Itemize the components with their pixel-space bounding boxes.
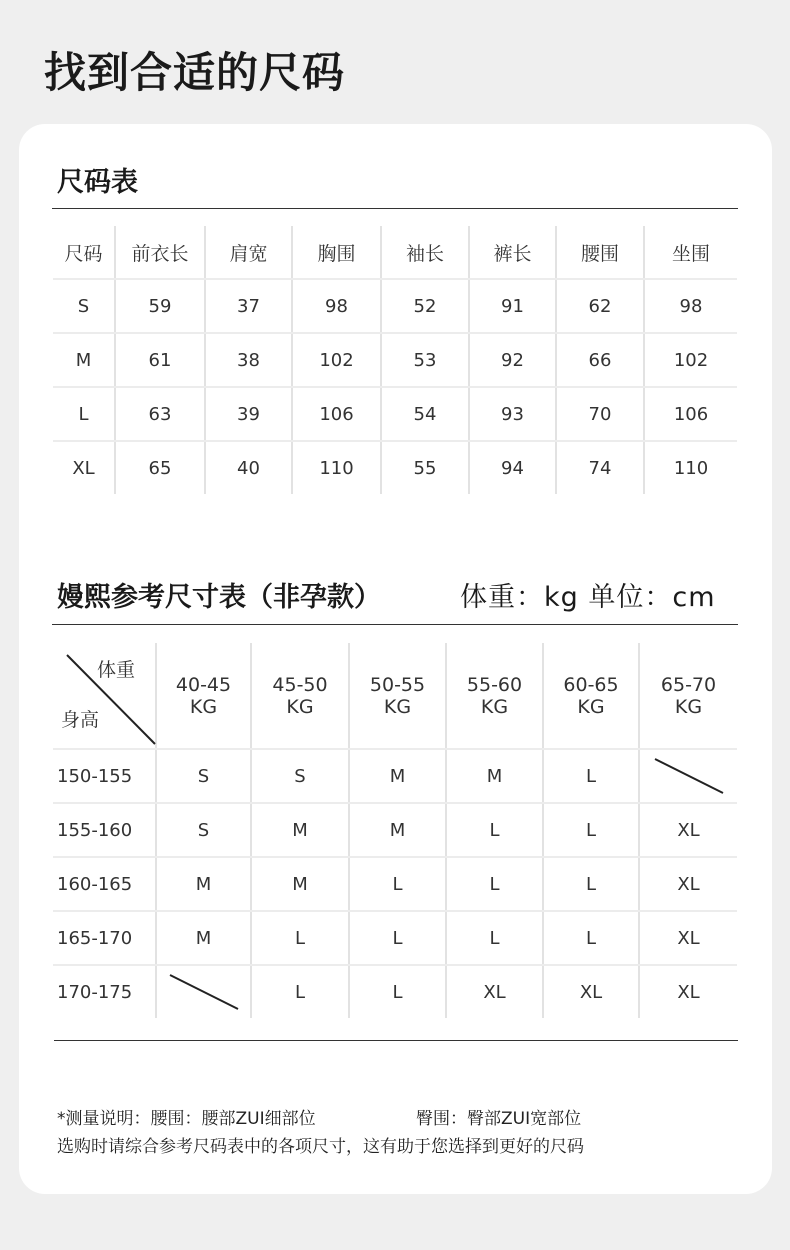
measure-note-advice: 选购时请综合参考尺码表中的各项尺寸，这有助于您选择到更好的尺码 <box>57 1137 584 1157</box>
header-cell: 尺码 <box>53 226 115 279</box>
table-cell: M <box>446 749 543 803</box>
table-cell: XL <box>543 965 639 1018</box>
table-cell: 55 <box>381 441 469 494</box>
table-row <box>53 441 737 494</box>
table-cell: 92 <box>469 333 556 387</box>
table-cell: XL <box>639 911 737 965</box>
table-cell: 53 <box>381 333 469 387</box>
table-header-row <box>53 226 737 279</box>
reference-chart-title: 嫚熙参考尺寸表（非孕款） <box>57 582 381 613</box>
weight-header-cell <box>251 643 349 749</box>
weight-header-cell <box>349 643 446 749</box>
diagonal-slash-icon <box>653 756 725 796</box>
table-cell: 52 <box>381 279 469 333</box>
table-cell: L <box>446 803 543 857</box>
table-cell: XL <box>639 803 737 857</box>
table-cell: L <box>543 857 639 911</box>
table-cell: M <box>251 803 349 857</box>
table-cell: 106 <box>292 387 381 441</box>
table-row <box>53 387 737 441</box>
header-cell: 坐围 <box>644 226 737 279</box>
table-row <box>53 279 737 333</box>
divider <box>54 1040 738 1041</box>
size-chart-table <box>53 226 737 494</box>
diagonal-slash-icon <box>168 972 240 1012</box>
header-cell: 腰围 <box>556 226 644 279</box>
table-cell: XL <box>446 965 543 1018</box>
table-cell: 91 <box>469 279 556 333</box>
weight-unit: KG <box>286 695 314 718</box>
header-cell: 袖长 <box>381 226 469 279</box>
table-cell: M <box>349 749 446 803</box>
table-cell: L <box>446 857 543 911</box>
table-cell: 74 <box>556 441 644 494</box>
table-cell: L <box>349 911 446 965</box>
table-cell: L <box>251 911 349 965</box>
table-cell: 93 <box>469 387 556 441</box>
table-cell: L <box>543 911 639 965</box>
table-cell: M <box>349 803 446 857</box>
table-cell: 94 <box>469 441 556 494</box>
height-cell: 165-170 <box>53 911 156 965</box>
table-cell: L <box>543 803 639 857</box>
table-cell: XL <box>53 441 115 494</box>
header-cell: 肩宽 <box>205 226 292 279</box>
table-row <box>53 911 737 965</box>
table-row <box>53 803 737 857</box>
table-cell: M <box>156 911 251 965</box>
table-row <box>53 857 737 911</box>
table-row <box>53 749 737 803</box>
table-cell: 62 <box>556 279 644 333</box>
table-cell: S <box>251 749 349 803</box>
weight-range: 50-55 <box>369 673 426 696</box>
height-cell: 170-175 <box>53 965 156 1018</box>
measure-note-hip: 臀围：臀部ZUI宽部位 <box>416 1109 582 1129</box>
table-cell: L <box>446 911 543 965</box>
weight-range: 60-65 <box>563 673 619 696</box>
table-cell: S <box>156 803 251 857</box>
corner-height-label: 身高 <box>61 709 100 731</box>
weight-range: 65-70 <box>660 673 717 696</box>
weight-unit: KG <box>674 695 703 718</box>
table-cell: 98 <box>292 279 381 333</box>
table-cell: 40 <box>205 441 292 494</box>
table-cell: XL <box>677 981 700 1003</box>
weight-unit: KG <box>189 695 218 718</box>
not-applicable-cell <box>156 965 251 1018</box>
table-cell: 110 <box>292 441 381 494</box>
table-cell: 38 <box>205 333 292 387</box>
reference-chart-units: 体重：kg 单位：cm <box>460 582 716 613</box>
table-cell: 98 <box>644 279 737 333</box>
weight-unit: KG <box>480 695 509 718</box>
table-cell: 66 <box>556 333 644 387</box>
header-cell: 胸围 <box>292 226 381 279</box>
height-cell: 150-155 <box>53 749 156 803</box>
table-cell: S <box>156 749 251 803</box>
table-cell: 110 <box>673 457 709 479</box>
table-cell: 61 <box>115 333 205 387</box>
height-cell: 155-160 <box>53 803 156 857</box>
table-cell: 102 <box>292 333 381 387</box>
weight-range: 55-60 <box>466 673 523 696</box>
table-cell: XL <box>639 857 737 911</box>
table-cell: 63 <box>115 387 205 441</box>
table-cell: 102 <box>644 333 737 387</box>
corner-header-cell <box>53 643 156 749</box>
table-cell: 39 <box>205 387 292 441</box>
table-cell: 70 <box>556 387 644 441</box>
table-cell: S <box>53 279 115 333</box>
size-chart-title: 尺码表 <box>57 167 138 198</box>
table-cell: L <box>349 857 446 911</box>
weight-header-cell <box>446 643 543 749</box>
corner-weight-label: 体重 <box>97 659 136 681</box>
page-title: 找到合适的尺码 <box>44 48 346 97</box>
table-cell: 37 <box>205 279 292 333</box>
weight-unit: KG <box>383 695 412 718</box>
table-cell: L <box>251 965 349 1018</box>
table-cell: L <box>543 749 639 803</box>
table-cell: M <box>156 857 251 911</box>
not-applicable-cell <box>639 749 737 803</box>
weight-header-cell <box>543 643 639 749</box>
table-cell: 65 <box>115 441 205 494</box>
table-cell: 106 <box>644 387 737 441</box>
height-cell: 160-165 <box>53 857 156 911</box>
weight-unit: KG <box>577 695 605 718</box>
weight-header-cell <box>639 643 737 749</box>
table-cell: L <box>53 387 115 441</box>
weight-range: 45-50 <box>272 673 328 696</box>
divider <box>52 208 738 209</box>
table-header-row <box>53 643 737 749</box>
table-cell: M <box>53 333 115 387</box>
table-cell: L <box>349 965 446 1018</box>
reference-chart-table <box>53 643 737 1018</box>
measure-note-waist: *测量说明：腰围：腰部ZUI细部位 <box>57 1109 316 1129</box>
table-row <box>53 965 737 1018</box>
table-cell: 54 <box>381 387 469 441</box>
table-cell: 59 <box>115 279 205 333</box>
weight-range: 40-45 <box>175 673 232 696</box>
table-cell: M <box>251 857 349 911</box>
divider <box>52 624 738 625</box>
header-cell: 裤长 <box>469 226 556 279</box>
header-cell: 前衣长 <box>115 226 205 279</box>
table-row <box>53 333 737 387</box>
weight-header-cell <box>156 643 251 749</box>
